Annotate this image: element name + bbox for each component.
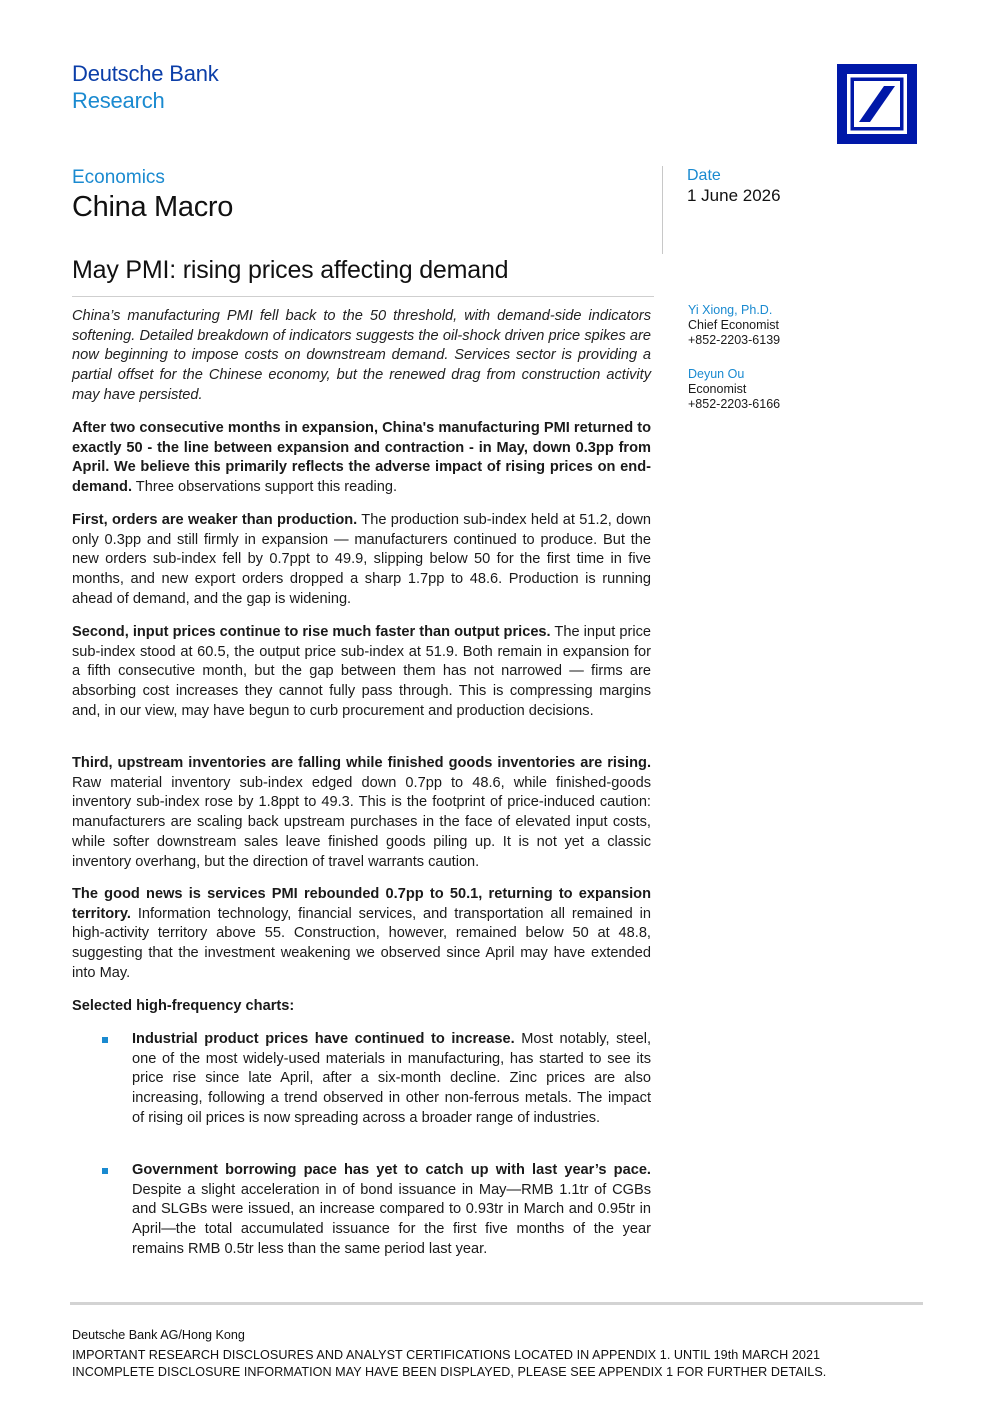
paragraph [72,419,651,498]
bullet-item [132,1161,651,1260]
date-label: Date [687,167,721,184]
disclaimer-line: INCOMPLETE DISCLOSURE INFORMATION MAY HAVE BEEN DISPLAYED, PLEASE SEE APPENDIX 1 FOR FURTHER DETAILS. [72,1365,827,1379]
footer-entity: Deutsche Bank AG/Hong Kong [72,1328,245,1342]
paragraph-body: The production sub-index held at 51.2, down only 0.3pp and still firmly in expansion — manufacturers continued to produce. But the new orders sub-index fell by 0.7ppt to 49.9, slipping below 50 for the first time in five months, and new export orders dropped a sharp 1.7pp to 48.6. Production is running ahead of demand, and the gap is widening. [72,512,651,607]
author-card [688,367,780,412]
title-divider [72,296,654,297]
paragraph-body: Three observations support this reading. [132,479,398,496]
paragraph-lead: Second, input prices continue to rise much faster than output prices. [72,624,551,640]
bullet-lead: Government borrowing pace has yet to catch up with last year’s pace. [132,1162,651,1178]
bullet-body: Most notably, steel, one of the most widely-used materials in manufacturing, has started to see its price rise since late April, after a six-month decline. Zinc prices are also increasing, following a trend observed in other non-ferrous metals. The impact of rising oil prices is now spreading across a broader range of industries. [132,1031,652,1126]
deutsche-bank-logo-icon [837,64,917,144]
paragraph [72,885,651,984]
paragraph-body: Raw material inventory sub-index edged down 0.7pp to 48.6, while finished-goods inventory sub-index rose by 1.8ppt to 49.3. This is the footprint of price-induced caution: manufacturers are scaling back upstream purchases in the face of elevated input costs, while softer downstream sales leave finished goods piling up. It is not yet a classic inventory overhang, but the direction of travel warrants caution. [72,774,651,870]
bullet-square-icon [102,1037,108,1043]
footer-divider [70,1302,923,1305]
disclaimer-line: IMPORTANT RESEARCH DISCLOSURES AND ANALYST CERTIFICATIONS LOCATED IN APPENDIX 1. UNTIL 19th MARCH 2021 [72,1348,821,1362]
paragraph-lead: The good news is services PMI rebounded 0.7pp to 50.1, returning to expansion territory. [72,886,651,922]
author-phone: +852-2203-6166 [688,397,781,411]
author-role: Chief Economist [688,318,780,332]
bullet-lead: Industrial product prices have continued to increase. [132,1031,515,1047]
abstract: China’s manufacturing PMI fell back to the 50 threshold, with demand-side indicators softening. Detailed breakdown of indicators suggests the oil-shock driven price spikes are now beginning to impose costs on downstream demand. Services sector is providing a partial offset for the Chinese economy, but the renewed drag from construction activity may have persisted. [72,308,651,403]
author-card [688,303,780,348]
author-role: Economist [688,382,747,396]
author-phone: +852-2203-6139 [688,333,781,347]
paragraph [72,754,651,872]
brand-name: Deutsche Bank [72,61,219,86]
series-title: China Macro [72,191,234,223]
date-value: 1 June 2026 [687,186,781,205]
logo-slash-icon [837,64,917,144]
bullet-item [132,1030,651,1129]
paragraph [72,623,651,722]
bullet-square-icon [102,1168,108,1174]
paragraph-lead: First, orders are weaker than production. [72,512,358,528]
paragraph [72,511,651,610]
paragraph-body: Information technology, financial services, and transportation all remained in high-activity territory above 55. Construction, however, remained below 50 at 48.8, suggesting that the investment weakening we observed since April may have extended into May. [72,905,651,981]
paragraph-lead: After two consecutive months in expansion, China's manufacturing PMI returned to exactly 50 - the line between expansion and contraction - in May, down 0.3pp from April. We believe this primarily reflects the adverse impact of rising prices on end-demand. [72,420,651,496]
paragraph-body: The input price sub-index stood at 60.5, the output price sub-index at 51.9. Both remain in expansion for a fifth consecutive month, but the gap between them has not narrowed — firms are absorbing cost increases they cannot fully pass through. This is compressing margins and, in our view, may have begun to curb procurement and production decisions. [72,624,651,719]
charts-heading: Selected high-frequency charts: [72,998,295,1014]
paragraph-lead: Third, upstream inventories are falling while finished goods inventories are rising. [72,755,651,771]
author-name[interactable]: Yi Xiong, Ph.D. [688,303,773,317]
brand-division: Research [72,88,165,113]
author-name[interactable]: Deyun Ou [688,367,745,381]
bullet-body: Despite a slight acceleration in of bond issuance in May—RMB 1.1tr of CGBs and SLGBs were issued, an increase compared to 0.93tr in March and 0.95tr in April—the total accumulated issuance for the first five months of the year remains RMB 0.5tr less than the same period last year. [132,1181,651,1257]
footer-disclaimer [72,1347,932,1381]
report-title: May PMI: rising prices affecting demand [72,256,509,284]
header-divider [662,166,663,254]
section-label: Economics [72,167,165,188]
